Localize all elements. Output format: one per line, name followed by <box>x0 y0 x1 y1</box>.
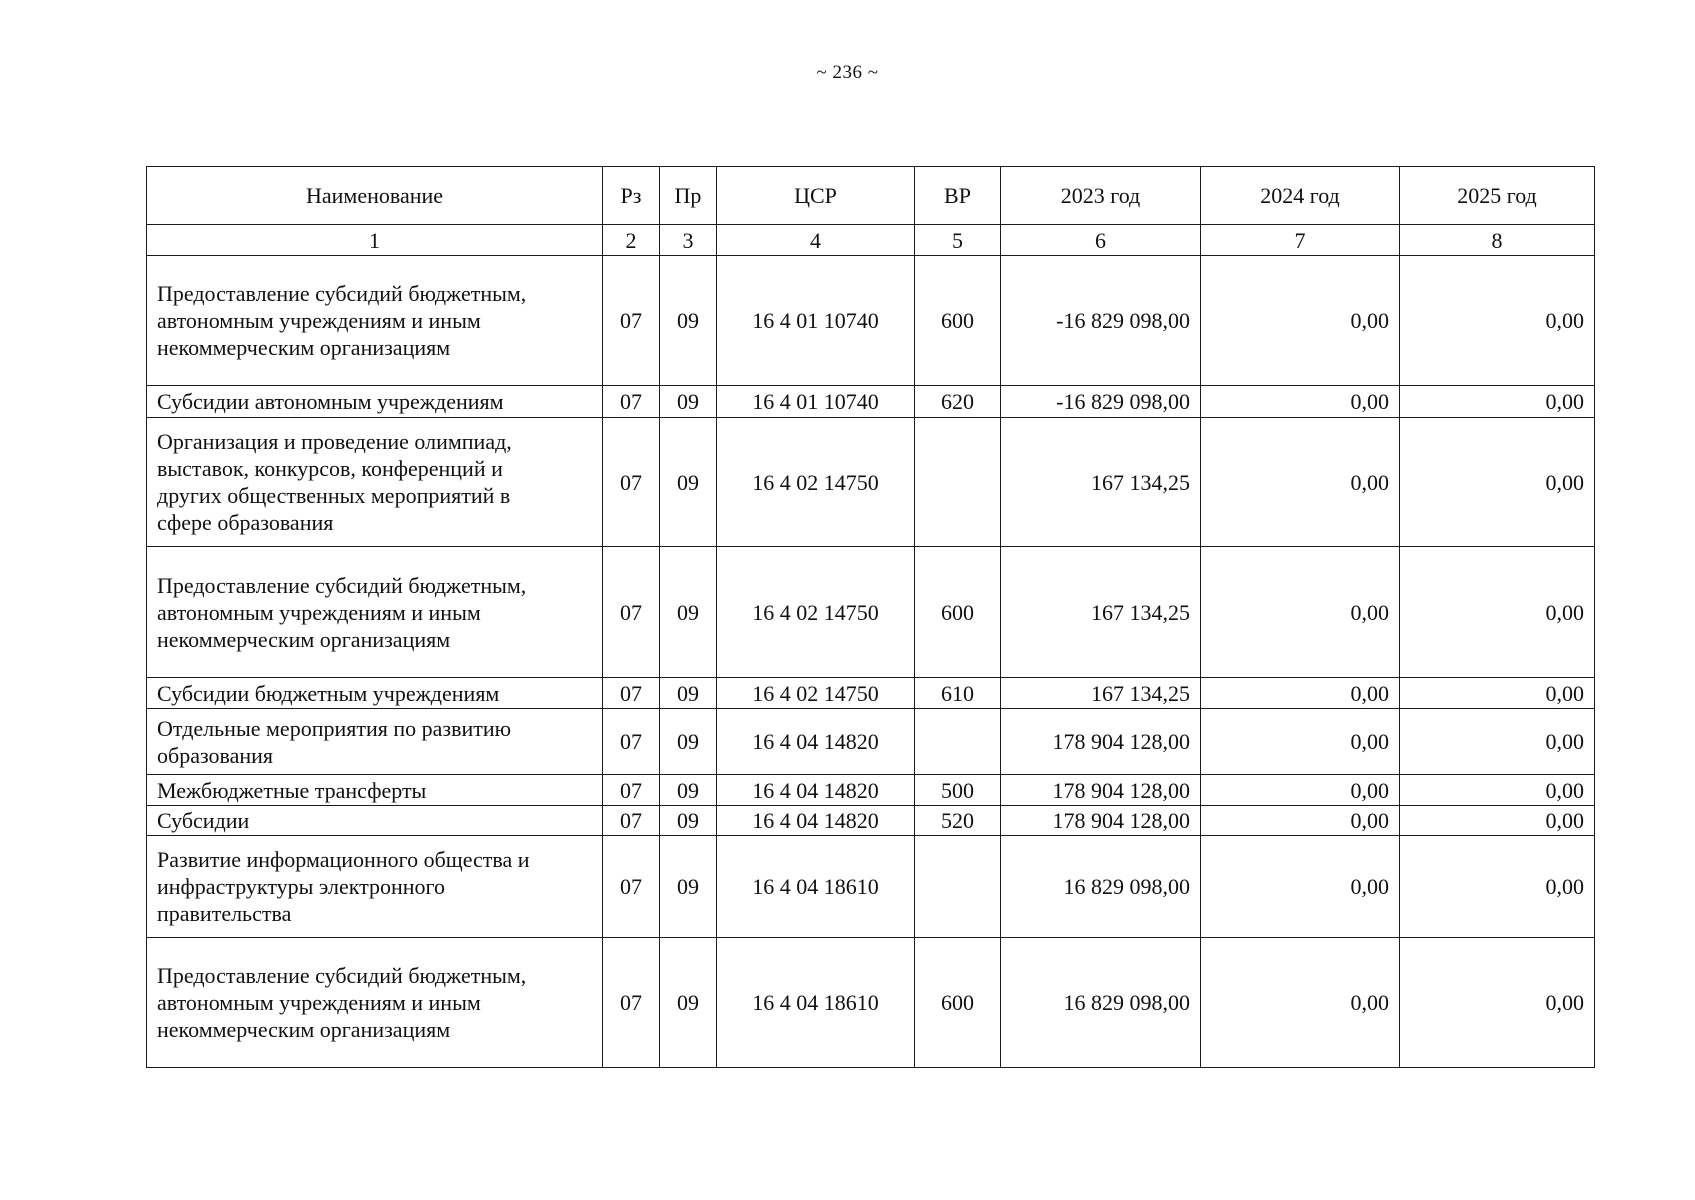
row-name-line: Субсидии <box>157 808 250 833</box>
header-rz: Рз <box>603 167 660 225</box>
row-pr: 09 <box>660 418 717 547</box>
row-name-line: автономным учреждениям и иным <box>157 990 481 1015</box>
row-2023: 16 829 098,00 <box>1001 938 1201 1068</box>
row-2025: 0,00 <box>1400 775 1595 806</box>
row-name-line: правительства <box>157 901 292 926</box>
row-2023: 167 134,25 <box>1001 678 1201 709</box>
row-2024: 0,00 <box>1201 678 1400 709</box>
row-rz: 07 <box>603 709 660 775</box>
table-body <box>147 256 1595 1068</box>
row-name-cell <box>147 547 603 678</box>
table-row <box>147 709 1595 775</box>
row-rz: 07 <box>603 938 660 1068</box>
table-row <box>147 775 1595 806</box>
row-rz: 07 <box>603 386 660 418</box>
header-2023: 2023 год <box>1001 167 1201 225</box>
row-2025: 0,00 <box>1400 418 1595 547</box>
page-number: ~ 236 ~ <box>816 62 879 83</box>
row-rz: 07 <box>603 678 660 709</box>
row-pr: 09 <box>660 256 717 386</box>
row-csr: 16 4 01 10740 <box>717 256 915 386</box>
row-csr: 16 4 04 14820 <box>717 709 915 775</box>
table-row <box>147 547 1595 678</box>
row-name-line: некоммерческим организациям <box>157 1017 451 1042</box>
row-2025: 0,00 <box>1400 256 1595 386</box>
row-name-line: Предоставление субсидий бюджетным, <box>157 281 527 306</box>
header-vr: ВР <box>915 167 1001 225</box>
row-name-cell <box>147 386 603 418</box>
row-vr: 600 <box>915 938 1001 1068</box>
row-vr <box>915 836 1001 938</box>
row-2023: 167 134,25 <box>1001 418 1201 547</box>
table-row <box>147 806 1595 836</box>
row-csr: 16 4 02 14750 <box>717 547 915 678</box>
row-2023: 16 829 098,00 <box>1001 836 1201 938</box>
row-name-line: некоммерческим организациям <box>157 626 451 652</box>
row-name-line: Развитие информационного общества и <box>157 847 530 872</box>
row-vr: 610 <box>915 678 1001 709</box>
column-number: 8 <box>1400 225 1595 256</box>
row-pr: 09 <box>660 709 717 775</box>
row-vr <box>915 709 1001 775</box>
row-name-line: Организация и проведение олимпиад, <box>157 429 512 454</box>
header-row <box>147 167 1595 225</box>
row-csr: 16 4 04 14820 <box>717 775 915 806</box>
row-2025: 0,00 <box>1400 386 1595 418</box>
row-name-line: автономным учреждениям и иным <box>157 599 481 625</box>
row-pr: 09 <box>660 775 717 806</box>
header-csr: ЦСР <box>717 167 915 225</box>
row-name-line: выставок, конкурсов, конференций и <box>157 456 503 481</box>
row-2023: -16 829 098,00 <box>1001 386 1201 418</box>
row-csr: 16 4 04 18610 <box>717 938 915 1068</box>
row-2025: 0,00 <box>1400 806 1595 836</box>
row-rz: 07 <box>603 806 660 836</box>
header-2024: 2024 год <box>1201 167 1400 225</box>
row-csr: 16 4 04 14820 <box>717 806 915 836</box>
row-name-cell <box>147 836 603 938</box>
column-number: 4 <box>717 225 915 256</box>
row-name-line: Отдельные мероприятия по развитию <box>157 715 512 741</box>
row-2025: 0,00 <box>1400 709 1595 775</box>
row-2025: 0,00 <box>1400 678 1595 709</box>
row-name-line: сфере образования <box>157 510 334 535</box>
row-2024: 0,00 <box>1201 386 1400 418</box>
row-2024: 0,00 <box>1201 938 1400 1068</box>
row-vr: 620 <box>915 386 1001 418</box>
row-name-line: Предоставление субсидий бюджетным, <box>157 963 527 988</box>
column-number: 6 <box>1001 225 1201 256</box>
row-2024: 0,00 <box>1201 806 1400 836</box>
row-2024: 0,00 <box>1201 547 1400 678</box>
column-number: 1 <box>147 225 603 256</box>
table-row <box>147 678 1595 709</box>
row-2024: 0,00 <box>1201 836 1400 938</box>
row-name-cell <box>147 678 603 709</box>
row-csr: 16 4 04 18610 <box>717 836 915 938</box>
row-pr: 09 <box>660 547 717 678</box>
row-2025: 0,00 <box>1400 547 1595 678</box>
row-pr: 09 <box>660 678 717 709</box>
row-2024: 0,00 <box>1201 775 1400 806</box>
row-2023: 178 904 128,00 <box>1001 806 1201 836</box>
row-pr: 09 <box>660 806 717 836</box>
row-name-cell <box>147 418 603 547</box>
row-vr <box>915 418 1001 547</box>
row-2023: 178 904 128,00 <box>1001 709 1201 775</box>
row-name-cell <box>147 256 603 386</box>
row-csr: 16 4 02 14750 <box>717 418 915 547</box>
row-pr: 09 <box>660 386 717 418</box>
budget-table <box>146 166 1595 1068</box>
row-name-cell <box>147 806 603 836</box>
row-name-line: Субсидии автономным учреждениям <box>157 389 504 414</box>
row-pr: 09 <box>660 938 717 1068</box>
row-2023: 178 904 128,00 <box>1001 775 1201 806</box>
row-csr: 16 4 02 14750 <box>717 678 915 709</box>
column-number: 3 <box>660 225 717 256</box>
table-row <box>147 386 1595 418</box>
column-number: 5 <box>915 225 1001 256</box>
row-rz: 07 <box>603 418 660 547</box>
row-name-line: Субсидии бюджетным учреждениям <box>157 680 500 706</box>
row-2023: 167 134,25 <box>1001 547 1201 678</box>
row-rz: 07 <box>603 547 660 678</box>
row-2024: 0,00 <box>1201 418 1400 547</box>
table-row <box>147 256 1595 386</box>
row-name-cell <box>147 709 603 775</box>
row-2025: 0,00 <box>1400 836 1595 938</box>
row-2023: -16 829 098,00 <box>1001 256 1201 386</box>
row-name-line: образования <box>157 742 274 768</box>
column-number: 2 <box>603 225 660 256</box>
row-name-line: Межбюджетные трансферты <box>157 777 427 803</box>
row-pr: 09 <box>660 836 717 938</box>
header-name: Наименование <box>147 167 603 225</box>
row-csr: 16 4 01 10740 <box>717 386 915 418</box>
row-2025: 0,00 <box>1400 938 1595 1068</box>
row-name-line: автономным учреждениям и иным <box>157 308 481 333</box>
row-name-line: других общественных мероприятий в <box>157 483 511 508</box>
row-rz: 07 <box>603 775 660 806</box>
row-vr: 600 <box>915 256 1001 386</box>
table-row <box>147 938 1595 1068</box>
row-2024: 0,00 <box>1201 709 1400 775</box>
row-name-cell <box>147 775 603 806</box>
row-name-line: некоммерческим организациям <box>157 335 451 360</box>
row-2024: 0,00 <box>1201 256 1400 386</box>
row-vr: 500 <box>915 775 1001 806</box>
row-name-line: инфраструктуры электронного <box>157 874 446 899</box>
row-vr: 520 <box>915 806 1001 836</box>
column-number-row <box>147 225 1595 256</box>
table-row <box>147 418 1595 547</box>
row-vr: 600 <box>915 547 1001 678</box>
row-name-cell <box>147 938 603 1068</box>
row-rz: 07 <box>603 836 660 938</box>
table-row <box>147 836 1595 938</box>
row-rz: 07 <box>603 256 660 386</box>
header-pr: Пр <box>660 167 717 225</box>
row-name-line: Предоставление субсидий бюджетным, <box>157 572 527 598</box>
header-2025: 2025 год <box>1400 167 1595 225</box>
column-number: 7 <box>1201 225 1400 256</box>
